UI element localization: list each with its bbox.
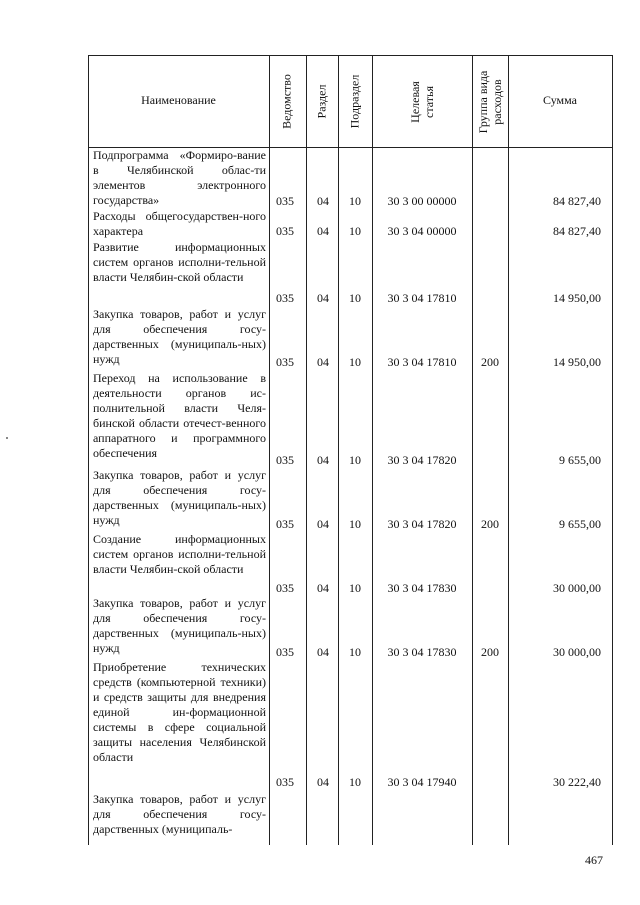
row-vedomstvo: 035 bbox=[276, 291, 294, 305]
row-gruppa: 200 bbox=[481, 645, 499, 659]
row-name: Создание информационных систем органов исполни-тельной власти Челябин-ской области bbox=[93, 532, 266, 576]
row-podrazdel: 10 bbox=[349, 517, 361, 531]
col-border bbox=[612, 55, 613, 845]
row-podrazdel: 10 bbox=[349, 194, 361, 208]
row-celevaya: 30 3 04 17820 bbox=[387, 517, 457, 531]
row-name: Закупка товаров, работ и услуг для обеспечения госу-дарственных (муниципаль-ных) нужд bbox=[93, 307, 266, 366]
row-razdel: 04 bbox=[317, 224, 329, 238]
row-razdel: 04 bbox=[317, 775, 329, 789]
col-border bbox=[306, 55, 307, 845]
row-name: Подпрограмма «Формиро-вание в Челябинской облас-ти элементов электронного государства» bbox=[93, 148, 266, 207]
row-summa: 9 655,00 bbox=[559, 517, 601, 531]
row-podrazdel: 10 bbox=[349, 453, 361, 467]
row-summa: 14 950,00 bbox=[553, 355, 601, 369]
header-name: Наименование bbox=[141, 93, 216, 107]
row-vedomstvo: 035 bbox=[276, 224, 294, 238]
header-razdel: Раздел bbox=[314, 84, 329, 119]
row-summa: 84 827,40 bbox=[553, 224, 601, 238]
row-summa: 30 222,40 bbox=[553, 775, 601, 789]
page-number: 467 bbox=[585, 853, 603, 867]
row-razdel: 04 bbox=[317, 453, 329, 467]
row-name: Развитие информационных систем органов исполни-тельной власти Челябин-ской области bbox=[93, 240, 266, 284]
row-gruppa: 200 bbox=[481, 355, 499, 369]
header-gruppa-vida-rashodov bbox=[476, 42, 504, 162]
row-podrazdel: 10 bbox=[349, 581, 361, 595]
col-border bbox=[269, 55, 270, 845]
col-border bbox=[472, 55, 473, 845]
row-summa: 30 000,00 bbox=[553, 581, 601, 595]
header-celevaya-line2: статья bbox=[422, 86, 436, 118]
row-podrazdel: 10 bbox=[349, 355, 361, 369]
row-vedomstvo: 035 bbox=[276, 581, 294, 595]
header-celevaya-statya bbox=[408, 42, 436, 162]
row-razdel: 04 bbox=[317, 291, 329, 305]
row-name: Переход на использование в деятельности органов ис-полнительной власти Челя-бинской области отечест-венного аппаратного и программного обеспечения bbox=[93, 371, 266, 460]
row-celevaya: 30 3 04 00000 bbox=[387, 224, 457, 238]
row-razdel: 04 bbox=[317, 194, 329, 208]
row-name: Закупка товаров, работ и услуг для обеспечения госу-дарственных (муниципаль-ных) нужд bbox=[93, 468, 266, 527]
row-razdel: 04 bbox=[317, 581, 329, 595]
row-podrazdel: 10 bbox=[349, 224, 361, 238]
row-celevaya: 30 3 04 17810 bbox=[387, 355, 457, 369]
col-border bbox=[88, 55, 89, 845]
header-gruppa-line1: Группа вида bbox=[476, 70, 490, 134]
row-celevaya: 30 3 00 00000 bbox=[387, 194, 457, 208]
header-gruppa-line2: расходов bbox=[490, 79, 504, 125]
row-summa: 84 827,40 bbox=[553, 194, 601, 208]
row-razdel: 04 bbox=[317, 517, 329, 531]
row-gruppa: 200 bbox=[481, 517, 499, 531]
row-podrazdel: 10 bbox=[349, 775, 361, 789]
row-summa: 30 000,00 bbox=[553, 645, 601, 659]
header-summa: Сумма bbox=[543, 93, 577, 107]
row-name: Закупка товаров, работ и услуг для обеспечения госу-дарственных (муниципаль-ных) нужд bbox=[93, 596, 266, 655]
header-podrazdel: Подраздел bbox=[347, 74, 362, 129]
row-summa: 14 950,00 bbox=[553, 291, 601, 305]
row-razdel: 04 bbox=[317, 355, 329, 369]
row-vedomstvo: 035 bbox=[276, 355, 294, 369]
row-celevaya: 30 3 04 17820 bbox=[387, 453, 457, 467]
scan-speck bbox=[6, 437, 8, 439]
row-vedomstvo: 035 bbox=[276, 645, 294, 659]
row-name: Расходы общегосударствен-ного характера bbox=[93, 209, 266, 238]
row-celevaya: 30 3 04 17830 bbox=[387, 645, 457, 659]
row-vedomstvo: 035 bbox=[276, 453, 294, 467]
row-summa: 9 655,00 bbox=[559, 453, 601, 467]
row-celevaya: 30 3 04 17830 bbox=[387, 581, 457, 595]
row-razdel: 04 bbox=[317, 645, 329, 659]
row-podrazdel: 10 bbox=[349, 645, 361, 659]
row-vedomstvo: 035 bbox=[276, 517, 294, 531]
col-border bbox=[372, 55, 373, 845]
header-celevaya-line1: Целевая bbox=[408, 81, 422, 123]
col-border bbox=[338, 55, 339, 845]
row-vedomstvo: 035 bbox=[276, 194, 294, 208]
row-vedomstvo: 035 bbox=[276, 775, 294, 789]
budget-table bbox=[88, 55, 613, 845]
row-celevaya: 30 3 04 17810 bbox=[387, 291, 457, 305]
header-vedomstvo: Ведомство bbox=[279, 74, 294, 129]
col-border bbox=[508, 55, 509, 845]
row-name: Закупка товаров, работ и услуг для обеспечения госу-дарственных (муниципаль- bbox=[93, 792, 266, 836]
row-celevaya: 30 3 04 17940 bbox=[387, 775, 457, 789]
row-podrazdel: 10 bbox=[349, 291, 361, 305]
row-name: Приобретение технических средств (компьютерной техники) и средств защиты для внедрения единой ин-формационной системы в сфере социальной защиты населения Челябинской области bbox=[93, 660, 266, 764]
